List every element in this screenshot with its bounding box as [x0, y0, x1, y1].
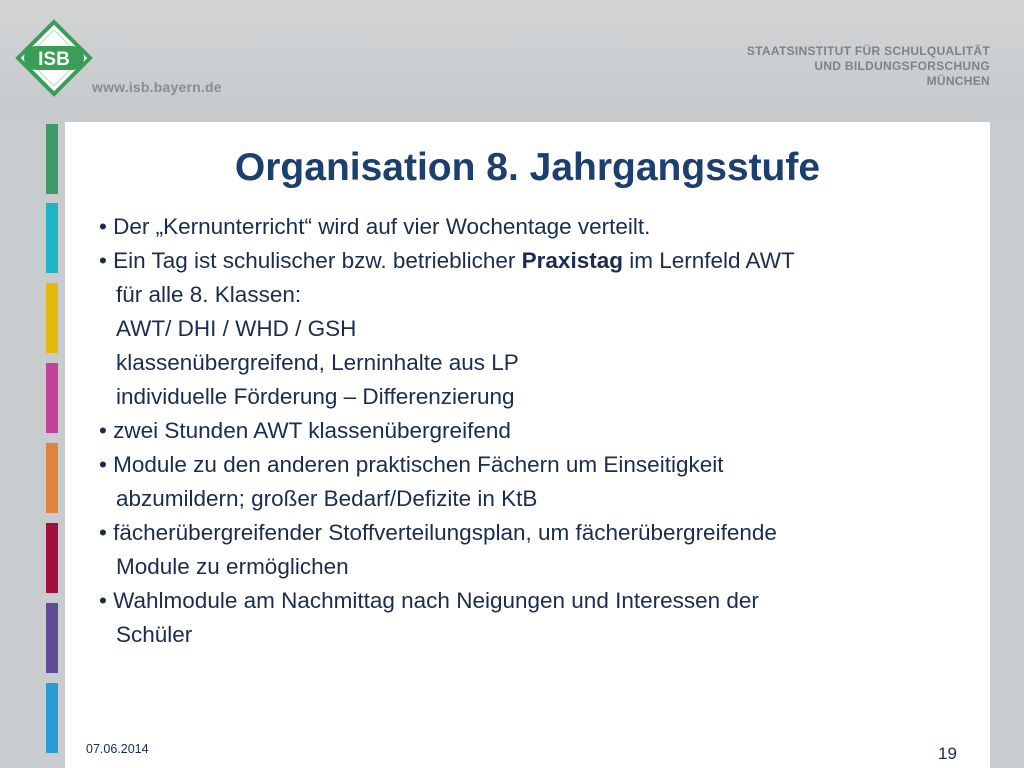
bullet-list [99, 210, 984, 652]
bullet-praxistag-text-a: • Ein Tag ist schulischer bzw. betrieblicher [99, 248, 522, 273]
institute-line-3: MÜNCHEN [926, 74, 990, 88]
bullet-wahlmodule: • Wahlmodule am Nachmittag nach Neigungen und Interessen der [99, 588, 759, 613]
footer-date: 07.06.2014 [86, 742, 149, 756]
accent-bar-4 [46, 363, 58, 433]
website-url[interactable]: www.isb.bayern.de [92, 79, 222, 95]
institute-line-2: UND BILDUNGSFORSCHUNG [814, 59, 990, 73]
page-number: 19 [938, 744, 957, 763]
institute-name [747, 44, 990, 89]
bullet-praxistag-continuation: für alle 8. Klassen: [116, 282, 302, 307]
bullet-praxistag-text-b: im Lernfeld AWT [622, 248, 795, 273]
bullet-kernunterricht: • Der „Kernunterricht“ wird auf vier Wochentage verteilt. [99, 214, 651, 239]
bullet-wahlmodule-continuation: Schüler [116, 622, 193, 647]
bullet-stoffverteilungsplan-continuation: Module zu ermöglichen [116, 554, 349, 579]
logo-text: ISB [38, 49, 70, 70]
slide-content [65, 122, 990, 768]
bullet-awt-hours: • zwei Stunden AWT klassenübergreifend [99, 418, 511, 443]
accent-bar-1 [46, 124, 58, 194]
accent-bar-2 [46, 203, 58, 273]
bullet-praxistag [99, 244, 984, 278]
accent-bar-6 [46, 523, 58, 593]
slide-title: Organisation 8. Jahrgangsstufe [234, 146, 821, 189]
praxistag-detail-2: individuelle Förderung – Differenzierung [116, 384, 515, 409]
bullet-module: • Module zu den anderen praktischen Fächern um Einseitigkeit [99, 452, 724, 477]
praxistag-detail-1: klassenübergreifend, Lerninhalte aus LP [116, 350, 519, 375]
praxistag-subject-list: AWT/ DHI / WHD / GSH [116, 316, 357, 341]
bullet-module-continuation: abzumildern; großer Bedarf/Defizite in KtB [116, 486, 538, 511]
bullet-stoffverteilungsplan: • fächerübergreifender Stoffverteilungsplan, um fächerübergreifende [99, 520, 777, 545]
accent-bar-8 [46, 683, 58, 753]
isb-logo [14, 18, 94, 98]
bullet-praxistag-bold: Praxistag [521, 248, 623, 273]
accent-bar-3 [46, 283, 58, 353]
accent-bar-5 [46, 443, 58, 513]
accent-bar-7 [46, 603, 58, 673]
institute-line-1: STAATSINSTITUT FÜR SCHULQUALITÄT [746, 44, 990, 58]
